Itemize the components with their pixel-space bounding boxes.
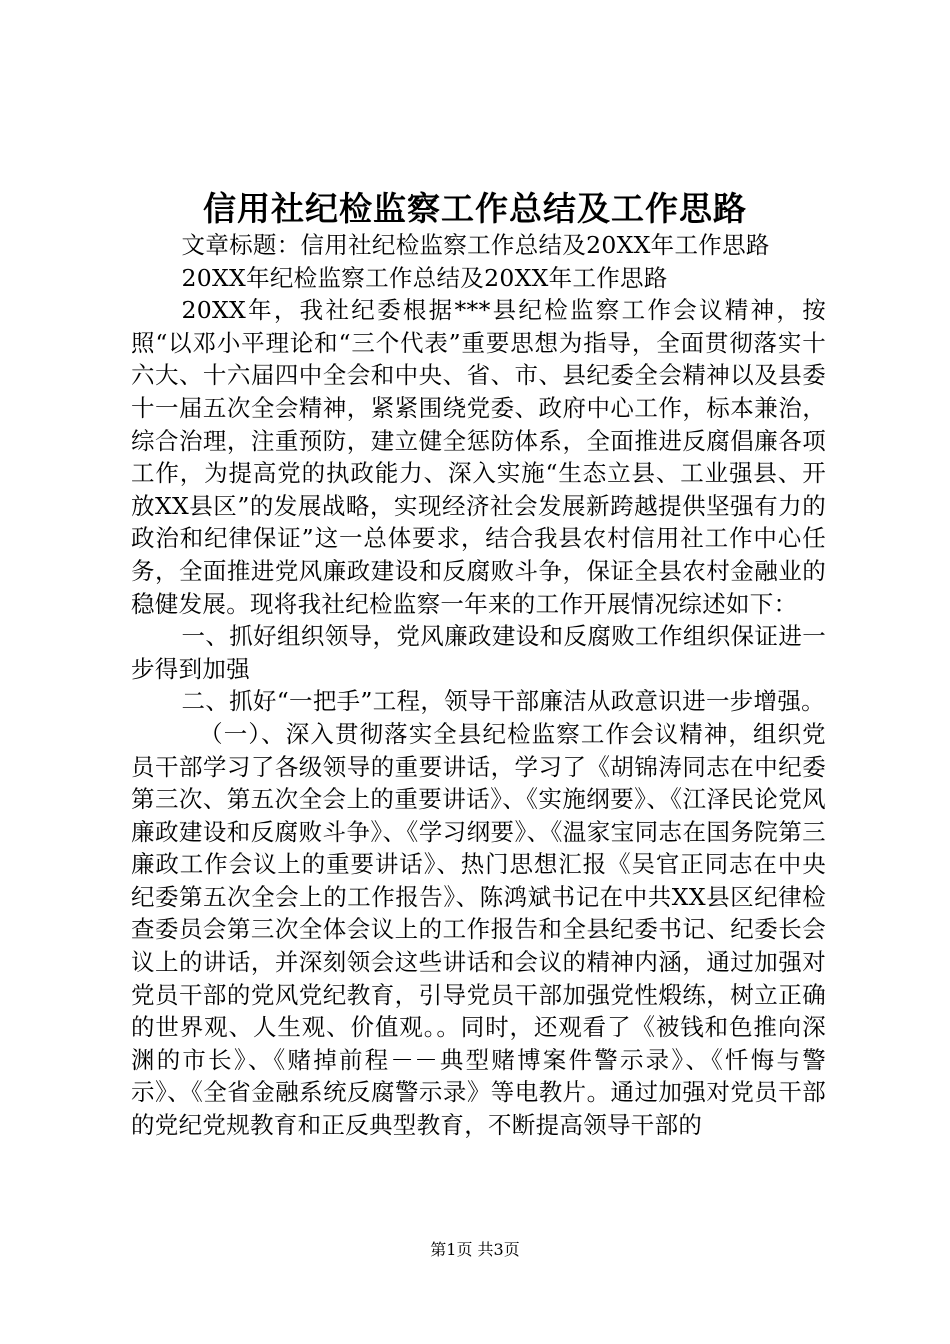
article-title-line: 文章标题：信用社纪检监察工作总结及20XX年工作思路 [181, 231, 770, 259]
subtitle-line: 20XX年纪检监察工作总结及20XX年工作思路 [181, 263, 668, 292]
intro-paragraph: 20XX年，我社纪委根据***县纪检监察工作会议精神，按照“以邓小平理论和“三个代表”重要思想为指导，全面贯彻落实十六大、十六届四中全会和中央、省、市、县纪委全会精神以及县委十一届五次全会精神，紧紧围绕党委、政府中心工作，标本兼治，综合治理，注重预防，建立健全惩防体系，全面推进反腐倡廉各项工作，为提高党的执政能力、深入实施“生态立县、工业强县、开放XX县区”的发展战略，实现经济社会发展新跨越提供坚强有力的政治和纪律保证”这一总体要求，结合我县农村信用社工作中心任务，全面推进党风廉政建设和反腐败斗争，保证全县农村金融业的稳健发展。现将我社纪检监察一年来的工作开展情况综述如下： [131, 296, 826, 618]
document-body [131, 229, 826, 1142]
page-number-footer: 第1页 共3页 [430, 1240, 520, 1259]
document-title: 信用社纪检监察工作总结及工作思路 [203, 189, 747, 228]
subsection-paragraph-1: （一）、深入贯彻落实全县纪检监察工作会议精神，组织党员干部学习了各级领导的重要讲话，学习了《胡锦涛同志在中纪委第三次、第五次全会上的重要讲话》、《实施纲要》、《江泽民论党风廉政建设和反腐败斗争》、《学习纲要》、《温家宝同志在国务院第三廉政工作会议上的重要讲话》、热门思想汇报《吴官正同志在中央纪委第五次全会上的工作报告》、陈鸿斌书记在中共XX县区纪律检查委员会第三次全体会议上的工作报告和全县纪委书记、纪委长会议上的讲话，并深刻领会这些讲话和会议的精神内涵，通过加强对党员干部的党风党纪教育，引导党员干部加强党性煅练，树立正确的世界观、人生观、价值观。。同时，还观看了《被钱和色推向深渊的市长》、《赌掉前程－－典型赌博案件警示录》、《忏悔与警示》、《全省金融系统反腐警示录》等电教片。通过加强对党员干部的党纪党规教育和正反典型教育，不断提高领导干部的 [131, 719, 826, 1140]
section-heading-2: 二、抓好“一把手”工程，领导干部廉洁从政意识进一步增强。 [181, 687, 825, 716]
section-heading-1: 一、抓好组织领导，党风廉政建设和反腐败工作组织保证进一步得到加强 [131, 622, 826, 683]
